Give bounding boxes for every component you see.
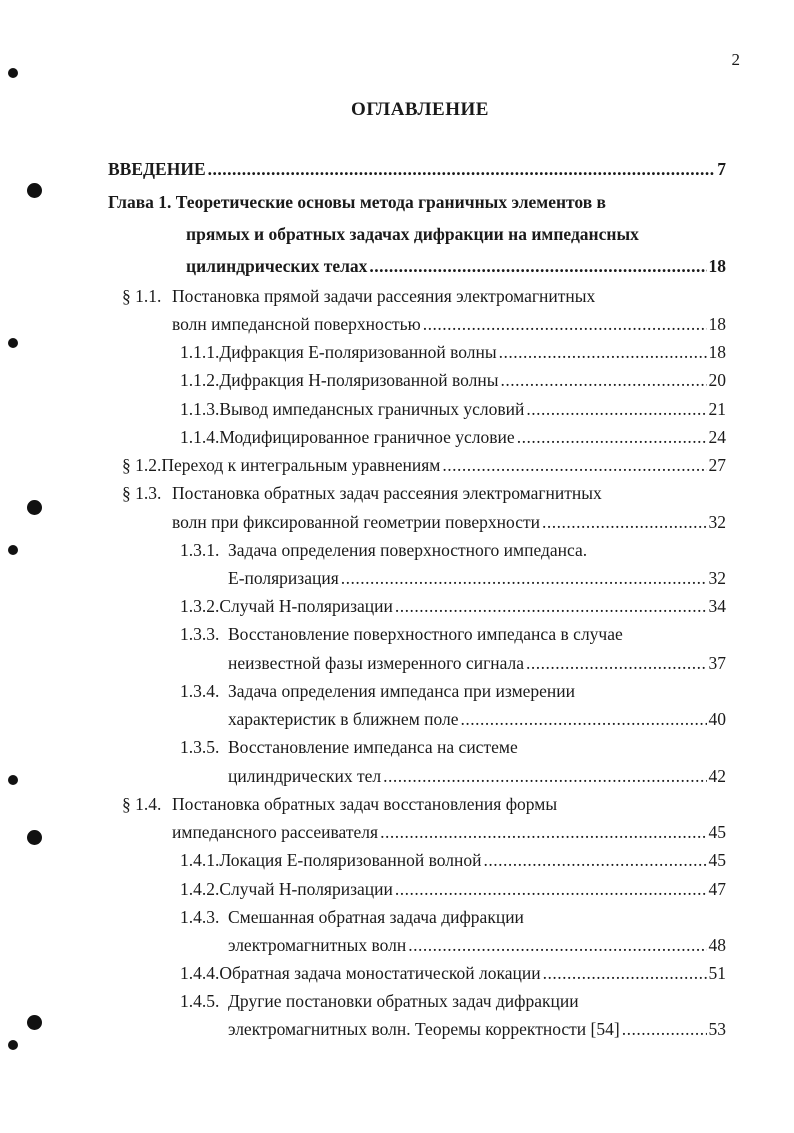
- toc-entry-label: Задача определения поверхностного импеданса.: [228, 540, 588, 560]
- toc-entry-page: 47: [708, 879, 726, 899]
- toc-entry-page: 45: [708, 822, 726, 842]
- toc-entry-number: 1.3.5.: [180, 737, 220, 757]
- toc-entry-number: 1.3.1.: [180, 540, 220, 560]
- toc-entry-1-4-1[interactable]: [180, 846, 726, 874]
- toc-entry-label: Задача определения импеданса при измерении: [228, 681, 576, 701]
- toc-entry-label: Другие постановки обратных задач дифракции: [228, 991, 579, 1011]
- toc-entry-1-1-4[interactable]: [180, 423, 726, 451]
- toc-entry-label: Переход к интегральным уравнениям: [161, 455, 441, 475]
- toc-entry-section-1-4-end[interactable]: [172, 818, 726, 846]
- toc-entry-1-3-3-end[interactable]: [228, 649, 726, 677]
- toc-entry-label: волн импедансной поверхностью: [172, 314, 421, 334]
- toc-entry-label: Постановка прямой задачи рассеяния электромагнитных: [172, 286, 596, 306]
- binder-hole-icon: [8, 775, 18, 785]
- toc-entry-section-1-1[interactable]: [122, 282, 595, 310]
- toc-entry-1-3-4-end[interactable]: [228, 705, 726, 733]
- toc-leader-dots: [380, 818, 706, 846]
- toc-entry-number: § 1.2.: [122, 455, 162, 475]
- toc-entry-label: цилиндрических тел: [228, 766, 382, 786]
- binder-hole-icon: [27, 183, 42, 198]
- toc-entry-page: 45: [708, 850, 726, 870]
- toc-entry-label: характеристик в ближнем поле: [228, 709, 459, 729]
- toc-entry-1-3-4[interactable]: [180, 677, 575, 705]
- toc-entry-1-3-1-end[interactable]: [228, 564, 726, 592]
- toc-entry-label: E-поляризация: [228, 568, 339, 588]
- toc-entry-page: 48: [708, 935, 726, 955]
- toc-entry-1-4-3-end[interactable]: [228, 931, 726, 959]
- toc-entry-number: 1.4.4.: [180, 963, 220, 983]
- toc-entry-1-3-1[interactable]: [180, 536, 587, 564]
- toc-entry-1-4-5-end[interactable]: [228, 1015, 726, 1043]
- toc-entry-1-1-3[interactable]: [180, 395, 726, 423]
- toc-entry-page: 32: [708, 568, 726, 588]
- toc-entry-1-3-2[interactable]: [180, 592, 726, 620]
- toc-entry-label: электромагнитных волн. Теоремы корректности [54]: [228, 1019, 620, 1039]
- toc-entry-page: 42: [708, 766, 726, 786]
- toc-entry-number: § 1.1.: [122, 286, 162, 306]
- toc-entry-chapter-1-cont: [186, 220, 639, 248]
- toc-entry-1-3-5[interactable]: [180, 733, 518, 761]
- toc-entry-label: Дифракция H-поляризованной волны: [219, 370, 499, 390]
- toc-entry-page: 20: [708, 370, 726, 390]
- toc-entry-label: Случай H-поляризации: [219, 879, 393, 899]
- toc-entry-1-4-5[interactable]: [180, 987, 579, 1015]
- toc-entry-label: Вывод импедансных граничных условий: [219, 399, 525, 419]
- toc-leader-dots: [483, 846, 706, 874]
- toc-entry-number: § 1.4.: [122, 794, 162, 814]
- toc-entry-label: Локация E-поляризованной волной: [219, 850, 482, 870]
- page-number: 2: [731, 50, 740, 69]
- toc-entry-section-1-1-end[interactable]: [172, 310, 726, 338]
- toc-entry-number: 1.4.3.: [180, 907, 220, 927]
- toc-entry-1-4-4[interactable]: [180, 959, 726, 987]
- toc-entry-1-4-2[interactable]: [180, 875, 726, 903]
- toc-entry-label: неизвестной фазы измеренного сигнала: [228, 653, 525, 673]
- toc-entry-page: 24: [708, 427, 726, 447]
- toc-entry-label: Обратная задача моностатической локации: [219, 963, 541, 983]
- toc-leader-dots: [517, 423, 707, 451]
- toc-leader-dots: [408, 931, 706, 959]
- toc-entry-section-1-3[interactable]: [122, 479, 602, 507]
- toc-leader-dots: [395, 875, 707, 903]
- toc-entry-label: Восстановление импеданса на системе: [228, 737, 518, 757]
- toc-entry-number: 1.1.2.: [180, 370, 220, 390]
- toc-entry-page: 27: [708, 455, 726, 475]
- toc-leader-dots: [442, 451, 706, 479]
- toc-entry-page: 18: [708, 342, 726, 362]
- binder-hole-icon: [8, 338, 18, 348]
- toc-entry-number: § 1.3.: [122, 483, 162, 503]
- toc-entry-1-3-5-end[interactable]: [228, 762, 726, 790]
- toc-entry-label: Глава 1. Теоретические основы метода граничных элементов в: [108, 192, 607, 212]
- toc-entry-label: импедансного рассеивателя: [172, 822, 379, 842]
- toc-entry-label: Случай H-поляризации: [219, 596, 393, 616]
- page-title: ОГЛАВЛЕНИЕ: [351, 99, 489, 120]
- toc-leader-dots: [423, 310, 707, 338]
- toc-leader-dots: [208, 155, 716, 183]
- toc-leader-dots: [543, 959, 707, 987]
- toc-leader-dots: [383, 762, 706, 790]
- toc-entry-page: 37: [708, 653, 726, 673]
- toc-entry-1-1-1[interactable]: [180, 338, 726, 366]
- binder-hole-icon: [8, 68, 18, 78]
- toc-entry-section-1-3-end[interactable]: [172, 508, 726, 536]
- toc-entry-page: 32: [708, 512, 726, 532]
- toc-entry-page: 51: [708, 963, 726, 983]
- toc-entry-label: Постановка обратных задач восстановления формы: [172, 794, 558, 814]
- binder-hole-icon: [8, 545, 18, 555]
- binder-hole-icon: [8, 1040, 18, 1050]
- toc-entry-chapter-1-end[interactable]: [186, 252, 726, 280]
- toc-leader-dots: [461, 705, 707, 733]
- toc-leader-dots: [526, 649, 706, 677]
- toc-entry-number: 1.3.2.: [180, 596, 220, 616]
- toc-leader-dots: [499, 338, 707, 366]
- toc-entry-number: 1.4.5.: [180, 991, 220, 1011]
- toc-entry-label: Смешанная обратная задача дифракции: [228, 907, 524, 927]
- binder-hole-icon: [27, 1015, 42, 1030]
- toc-entry-section-1-2[interactable]: [122, 451, 726, 479]
- toc-entry-page: 7: [717, 159, 726, 179]
- toc-entry-chapter-1[interactable]: [108, 188, 606, 216]
- toc-entry-label: прямых и обратных задачах дифракции на импедансных: [186, 224, 639, 244]
- toc-entry-1-1-2[interactable]: [180, 366, 726, 394]
- toc-entry-number: 1.1.4.: [180, 427, 220, 447]
- binder-hole-icon: [27, 500, 42, 515]
- toc-entry-introduction[interactable]: [108, 155, 726, 183]
- toc-entry-section-1-4[interactable]: [122, 790, 557, 818]
- toc-entry-page: 18: [708, 314, 726, 334]
- toc-entry-1-4-3[interactable]: [180, 903, 524, 931]
- toc-entry-label: Восстановление поверхностного импеданса в случае: [228, 624, 623, 644]
- toc-entry-page: 21: [708, 399, 726, 419]
- toc-entry-label: Модифицированное граничное условие: [219, 427, 515, 447]
- toc-leader-dots: [542, 508, 707, 536]
- toc-entry-label: ВВЕДЕНИЕ: [108, 159, 206, 179]
- toc-entry-number: 1.3.3.: [180, 624, 220, 644]
- toc-entry-label: волн при фиксированной геометрии поверхности: [172, 512, 540, 532]
- toc-entry-page: 53: [708, 1019, 726, 1039]
- toc-leader-dots: [395, 592, 707, 620]
- toc-entry-number: 1.4.2.: [180, 879, 220, 899]
- toc-entry-label: Дифракция E-поляризованной волны: [219, 342, 497, 362]
- toc-leader-dots: [526, 395, 706, 423]
- toc-entry-page: 18: [708, 256, 726, 276]
- toc-leader-dots: [369, 252, 706, 280]
- binder-hole-icon: [27, 830, 42, 845]
- toc-entry-label: цилиндрических телах: [186, 256, 368, 276]
- toc-leader-dots: [341, 564, 707, 592]
- toc-entry-label: Постановка обратных задач рассеяния электромагнитных: [172, 483, 602, 503]
- toc-leader-dots: [501, 366, 707, 394]
- toc-entry-number: 1.1.3.: [180, 399, 220, 419]
- toc-entry-number: 1.3.4.: [180, 681, 220, 701]
- toc-entry-page: 40: [708, 709, 726, 729]
- toc-entry-label: электромагнитных волн: [228, 935, 407, 955]
- toc-entry-1-3-3[interactable]: [180, 620, 623, 648]
- toc-entry-page: 34: [708, 596, 726, 616]
- toc-leader-dots: [622, 1015, 707, 1043]
- toc-entry-number: 1.4.1.: [180, 850, 220, 870]
- toc-entry-number: 1.1.1.: [180, 342, 220, 362]
